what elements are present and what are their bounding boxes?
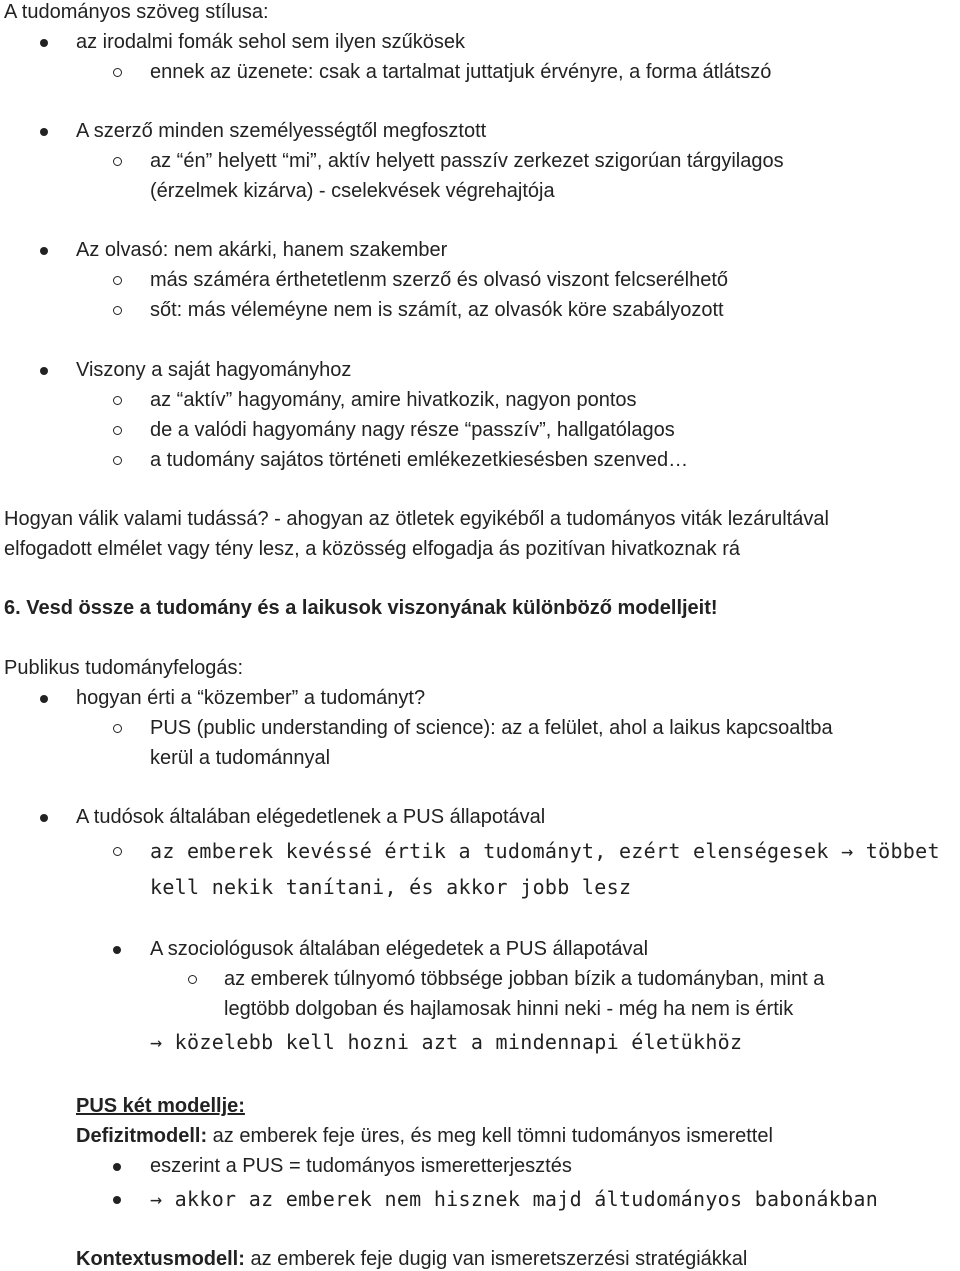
- section-heading: Publikus tudományfelogás:: [4, 657, 244, 679]
- question-heading: 6. Vesd össze a tudomány és a laikusok viszonyának különböző modelljeit!: [4, 597, 718, 619]
- handwritten-note: → közelebb kell hozni azt a mindennapi életükhöz: [150, 1030, 743, 1054]
- list-item: sőt: más véleméyne nem is számít, az olvasók köre szabályozott: [150, 299, 724, 321]
- paragraph-line: elfogadott elmélet vagy tény lesz, a közösség elfogadja ás pozitívan hivatkoznak rá: [4, 538, 740, 560]
- list-item: az “aktív” hagyomány, amire hivatkozik, nagyon pontos: [150, 389, 637, 411]
- bullet-circle: [113, 298, 123, 322]
- bullet-circle: [113, 268, 123, 292]
- bullet-dot: [40, 686, 50, 710]
- bullet-dot: [40, 805, 50, 829]
- list-item-continuation: (érzelmek kizárva) - cselekvések végrehajtója: [150, 180, 555, 202]
- list-item-continuation: kerül a tudománnyal: [150, 747, 331, 769]
- bullet-dot: [40, 358, 50, 382]
- list-item: az irodalmi fomák sehol sem ilyen szűkösek: [76, 31, 466, 53]
- bullet-dot: [40, 119, 50, 143]
- bullet-circle: [113, 60, 123, 84]
- list-item: hogyan érti a “közember” a tudományt?: [76, 687, 426, 709]
- list-item: eszerint a PUS = tudományos ismeretterjesztés: [150, 1155, 572, 1177]
- definition-text: az emberek feje dugig van ismeretszerzési stratégiákkal: [244, 1248, 748, 1270]
- bullet-circle: [113, 388, 123, 412]
- bullet-circle: [113, 149, 123, 173]
- handwritten-note: az emberek kevéssé értik a tudományt, ezért elenségesek → többet: [150, 839, 940, 863]
- list-item: A szociológusok általában elégedetek a PUS állapotával: [150, 938, 649, 960]
- list-item: az emberek túlnyomó többsége jobban bízik a tudományban, mint a: [224, 968, 825, 990]
- term-context-model: Kontextusmodell:: [76, 1248, 245, 1270]
- list-item: Az olvasó: nem akárki, hanem szakember: [76, 239, 448, 261]
- bullet-dot: [113, 1154, 123, 1178]
- bullet-dot: [40, 238, 50, 262]
- models-heading: PUS két modellje:: [76, 1095, 245, 1117]
- definition-text: az emberek feje üres, és meg kell tömni tudományos ismerettel: [207, 1125, 773, 1147]
- section-heading: A tudományos szöveg stílusa:: [4, 1, 269, 23]
- list-item: PUS (public understanding of science): az a felület, ahol a laikus kapcsoaltba: [150, 717, 833, 739]
- bullet-dot: [40, 30, 50, 54]
- list-item-continuation: legtöbb dolgoban és hajlamosak hinni neki - még ha nem is értik: [224, 998, 794, 1020]
- list-item: A tudósok általában elégedetlenek a PUS állapotával: [76, 806, 546, 828]
- bullet-circle: [113, 418, 123, 442]
- definition-line: [76, 1124, 773, 1148]
- bullet-circle: [113, 839, 123, 863]
- list-item: A szerző minden személyességtől megfosztott: [76, 120, 487, 142]
- list-item: más száméra érthetetlenm szerző és olvasó viszont felcserélhető: [150, 269, 729, 291]
- list-item: de a valódi hagyomány nagy része “passzív”, hallgatólagos: [150, 419, 675, 441]
- bullet-circle: [113, 716, 123, 740]
- bullet-dot: [113, 937, 123, 961]
- handwritten-note: kell nekik tanítani, és akkor jobb lesz: [150, 875, 632, 899]
- definition-line: [76, 1247, 747, 1271]
- term-deficit-model: Defizitmodell:: [76, 1125, 208, 1147]
- list-item: a tudomány sajátos történeti emlékezetkiesésben szenved…: [150, 449, 689, 471]
- list-item: az “én” helyett “mi”, aktív helyett passzív zerkezet szigorúan tárgyilagos: [150, 150, 784, 172]
- handwritten-note: → akkor az emberek nem hisznek majd áltudományos babonákban: [150, 1187, 879, 1211]
- list-item: ennek az üzenete: csak a tartalmat juttatjuk érvényre, a forma átlátszó: [150, 61, 772, 83]
- bullet-circle: [188, 967, 198, 991]
- paragraph-line: Hogyan válik valami tudássá? - ahogyan az ötletek egyikéből a tudományos viták lezárultával: [4, 508, 829, 530]
- bullet-dot: [113, 1187, 123, 1211]
- list-item: Viszony a saját hagyományhoz: [76, 359, 352, 381]
- bullet-circle: [113, 448, 123, 472]
